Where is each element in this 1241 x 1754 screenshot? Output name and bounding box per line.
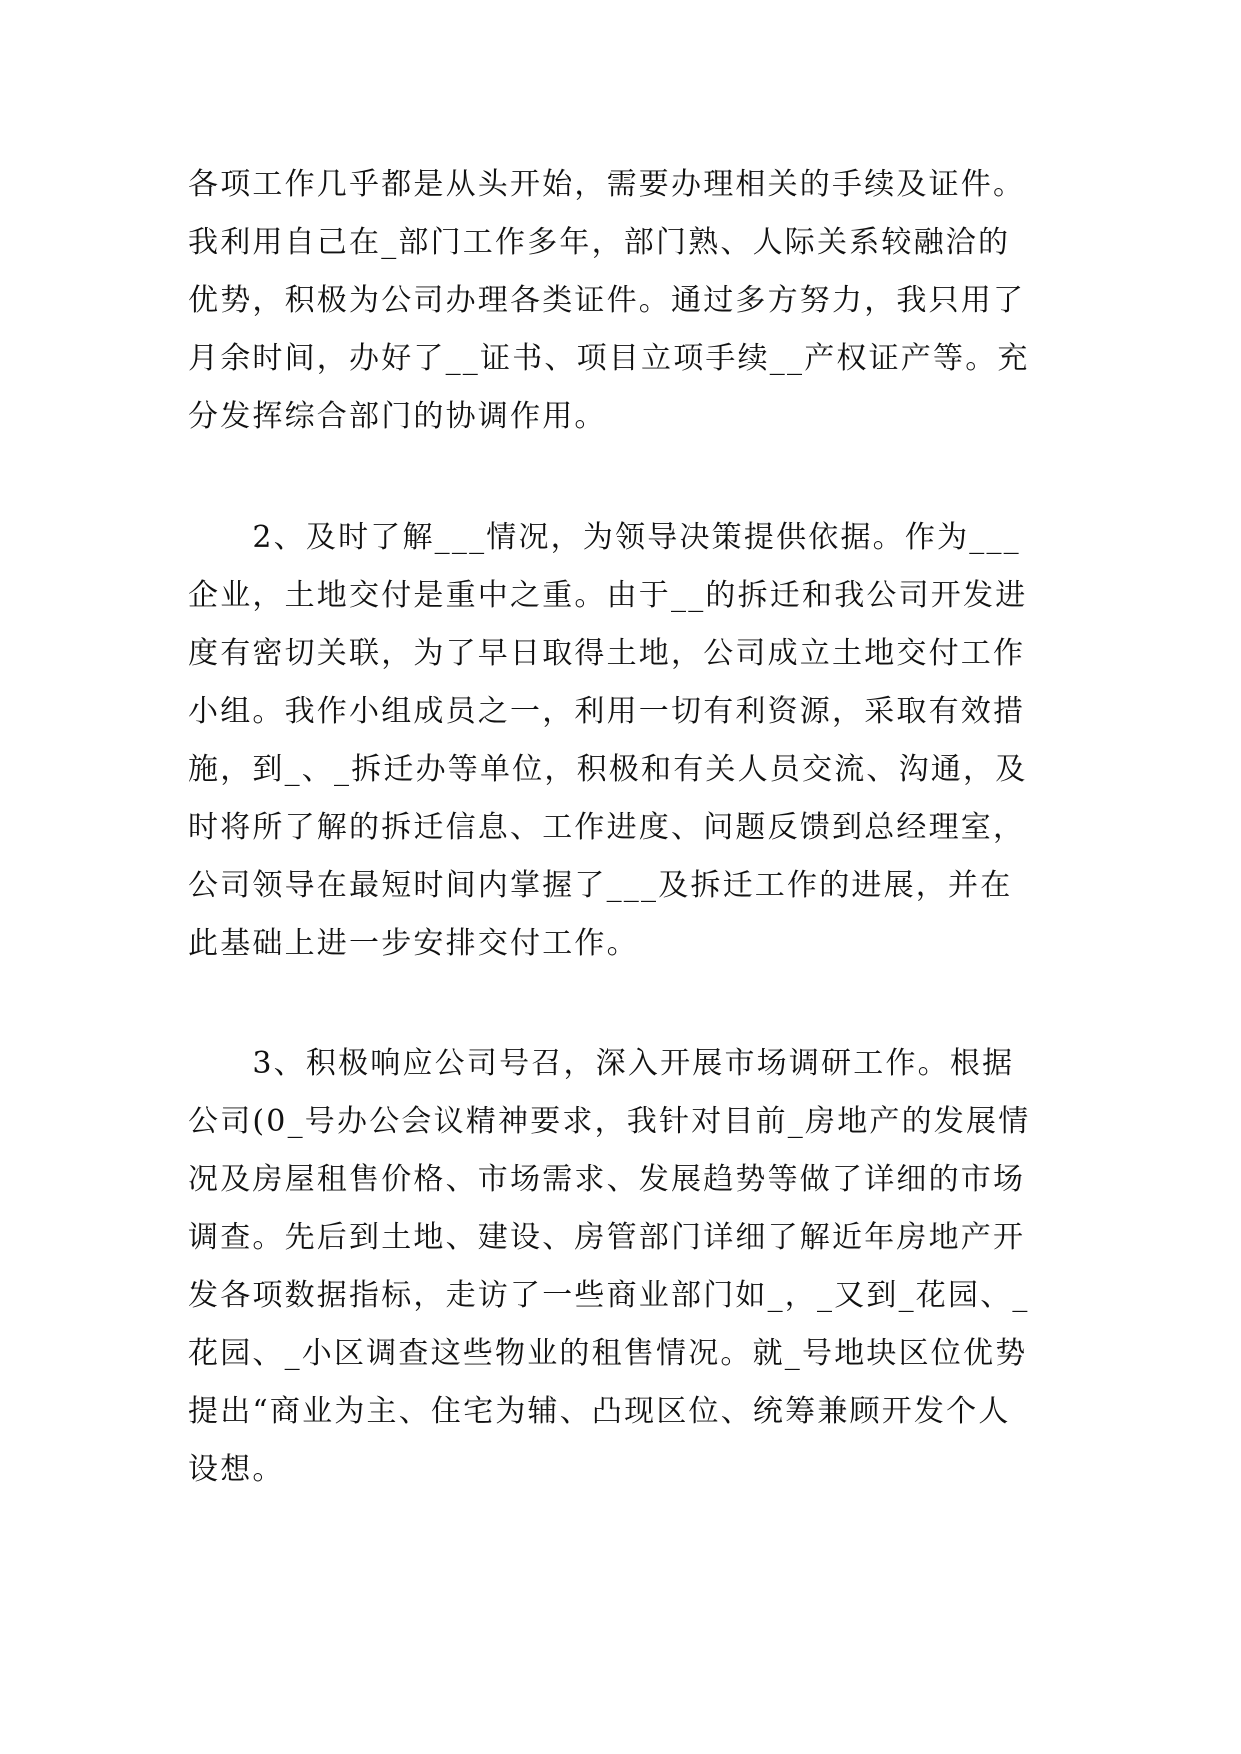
paragraph-line: 施，到_、_拆迁办等单位，积极和有关人员交流、沟通，及 — [188, 752, 1028, 787]
paragraph-line: 况及房屋租售价格、市场需求、发展趋势等做了详细的市场 — [188, 1162, 1026, 1197]
paragraph-line: 发各项数据指标，走访了一些商业部门如_，_又到_花园、_ — [188, 1278, 1030, 1313]
paragraph-line: 月余时间，办好了__证书、项目立项手续__产权证产等。充 — [188, 341, 1030, 376]
paragraph-line: 小组。我作小组成员之一，利用一切有利资源，采取有效措 — [188, 694, 1026, 729]
paragraph-line: 调查。先后到土地、建设、房管部门详细了解近年房地产开 — [188, 1220, 1026, 1255]
paragraph-3 — [188, 1035, 1056, 1499]
paragraph-line: 此基础上进一步安排交付工作。 — [188, 926, 639, 961]
paragraph-line: 公司领导在最短时间内掌握了___及拆迁工作的进展，并在 — [188, 868, 1013, 903]
paragraph-line: 企业，土地交付是重中之重。由于__的拆迁和我公司开发进 — [188, 578, 1028, 613]
paragraph-2 — [188, 509, 1056, 973]
paragraph-line: 设想。 — [188, 1452, 285, 1487]
paragraph-line: 提出“商业为主、住宅为辅、凸现区位、统筹兼顾开发个人 — [188, 1394, 1011, 1429]
paragraph-line: 分发挥综合部门的协调作用。 — [188, 399, 607, 434]
paragraph-line: 2、及时了解___情况，为领导决策提供依据。作为___ — [188, 520, 1021, 555]
paragraph-line: 花园、_小区调查这些物业的租售情况。就_号地块区位优势 — [188, 1336, 1028, 1371]
paragraph-1 — [188, 156, 1056, 446]
paragraph-line: 优势，积极为公司办理各类证件。通过多方努力，我只用了 — [188, 283, 1026, 318]
paragraph-line: 时将所了解的拆迁信息、工作进度、问题反馈到总经理室， — [188, 810, 1026, 845]
paragraph-line: 公司(0_号办公会议精神要求，我针对目前_房地产的发展情 — [188, 1104, 1031, 1139]
paragraph-line: 3、积极响应公司号召，深入开展市场调研工作。根据 — [188, 1046, 1015, 1081]
paragraph-line: 各项工作几乎都是从头开始，需要办理相关的手续及证件。 — [188, 167, 1026, 202]
paragraph-line: 度有密切关联，为了早日取得土地，公司成立土地交付工作 — [188, 636, 1026, 671]
paragraph-line: 我利用自己在_部门工作多年，部门熟、人际关系较融洽的 — [188, 225, 1011, 260]
